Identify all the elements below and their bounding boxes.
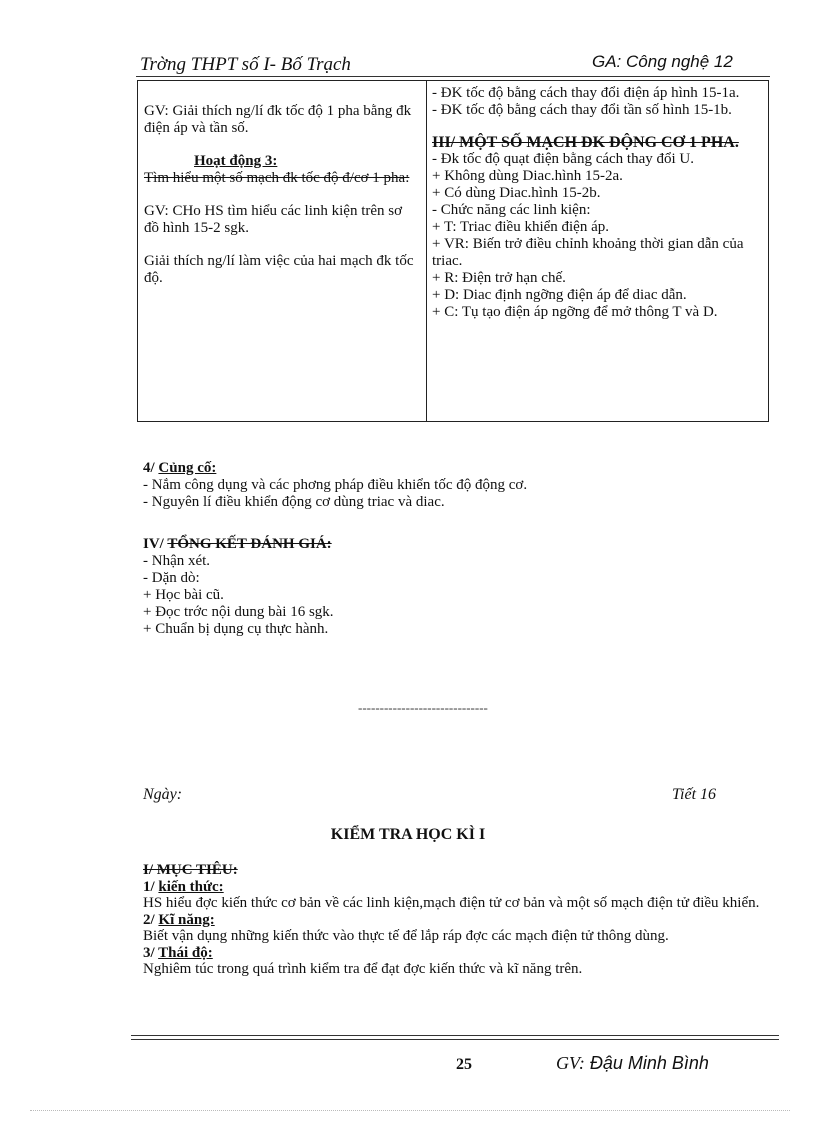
table-right-line: + Không dùng Diac.hình 15-2a. <box>432 168 623 184</box>
teacher-name: GV: Đậu Minh Bình <box>556 1053 709 1073</box>
consolidation-heading: 4/ Củng cố: <box>143 460 217 476</box>
section-separator: ------------------------------ <box>358 700 488 715</box>
attitude-heading: 3/ Thái độ: <box>143 944 213 961</box>
lesson-table <box>137 80 769 422</box>
table-column-divider <box>426 81 427 421</box>
summary-line: + Chuẩn bị dụng cụ thực hành. <box>143 621 329 637</box>
summary-line: - Dặn dò: <box>143 570 200 586</box>
footer-divider-top <box>131 1035 779 1036</box>
summary-line: - Nhận xét. <box>143 553 211 569</box>
footer-divider-bottom <box>131 1039 779 1040</box>
activity-heading: Hoạt động 3: <box>194 153 278 169</box>
skills-text: Biết vận dụng những kiến thức vào thực tế để lắp ráp đợc các mạch điện tử thông dùng. <box>143 928 669 944</box>
table-right-line: - Chức năng các linh kiện: <box>432 202 591 218</box>
date-label: Ngày: <box>143 786 183 803</box>
table-right-line: - ĐK tốc độ bằng cách thay đổi tần số hình 15-1b. <box>432 102 732 118</box>
table-right-line: + T: Triac điều khiển điện áp. <box>432 219 609 235</box>
summary-heading: IV/ TỔNG KẾT ĐÁNH GIÁ: <box>143 536 332 552</box>
knowledge-heading: 1/ kiến thức: <box>143 878 224 895</box>
table-right-line: + D: Diac định ngỡng điện áp để diac dẫn. <box>432 287 687 303</box>
period-label: Tiết 16 <box>672 786 717 803</box>
table-right-line: + VR: Biến trở điều chỉnh khoảng thời gian dẫn của triac. <box>432 236 744 269</box>
objectives-heading: I/ MỤC TIÊU: <box>143 862 238 878</box>
knowledge-text: HS hiểu đợc kiến thức cơ bản về các linh kiện,mạch điện tử cơ bản và một số mạch điện tử điều khiển. <box>143 895 760 911</box>
table-left-line: Giải thích ng/lí làm việc của hai mạch đk tốc độ. <box>144 253 414 286</box>
summary-section <box>143 536 334 638</box>
consolidation-section <box>143 460 527 511</box>
table-cell-content <box>432 85 766 321</box>
table-right-line: + R: Điện trở hạn chế. <box>432 270 566 286</box>
table-right-line: - Đk tốc độ quạt điện bằng cách thay đổi U. <box>432 151 695 167</box>
header-subject: GA: Công nghệ 12 <box>592 52 733 71</box>
consolidation-line: - Nguyên lí điều khiển động cơ dùng triac và diac. <box>143 494 445 510</box>
activity-topic: Tìm hiểu một số mạch đk tốc độ đ/cơ 1 pha: <box>144 170 410 186</box>
table-right-line: - ĐK tốc độ bằng cách thay đổi điện áp hình 15-1a. <box>432 85 740 101</box>
attitude-text: Nghiêm túc trong quá trình kiểm tra để đạt đợc kiến thức và kĩ năng trên. <box>143 961 583 977</box>
objectives-section <box>143 862 763 978</box>
page-bottom-border <box>30 1110 790 1111</box>
table-right-line: + C: Tụ tạo điện áp ngỡng để mở thông T và D. <box>432 304 718 320</box>
consolidation-line: - Nắm công dụng và các phơng pháp điều khiển tốc độ động cơ. <box>143 477 528 493</box>
section-heading-circuits: III/ MỘT SỐ MẠCH ĐK ĐỘNG CƠ 1 PHA. <box>432 134 739 151</box>
page-number: 25 <box>456 1056 472 1073</box>
exam-title: KIỂM TRA HỌC KÌ I <box>330 826 486 843</box>
header-divider <box>136 76 770 77</box>
table-left-line: GV: CHo HS tìm hiểu các linh kiện trên sơ đồ hình 15-2 sgk. <box>144 203 403 236</box>
table-cell-teacher-activity <box>144 103 420 287</box>
summary-line: + Đọc trớc nội dung bài 16 sgk. <box>143 604 334 620</box>
header-school: Trờng THPT số I- Bố Trạch <box>140 54 351 75</box>
skills-heading: 2/ Kĩ năng: <box>143 911 215 928</box>
table-right-line: + Có dùng Diac.hình 15-2b. <box>432 185 601 201</box>
table-left-line: GV: Giải thích ng/lí đk tốc độ 1 pha bằng đk điện áp và tần số. <box>144 103 412 136</box>
summary-line: + Học bài cũ. <box>143 587 224 603</box>
